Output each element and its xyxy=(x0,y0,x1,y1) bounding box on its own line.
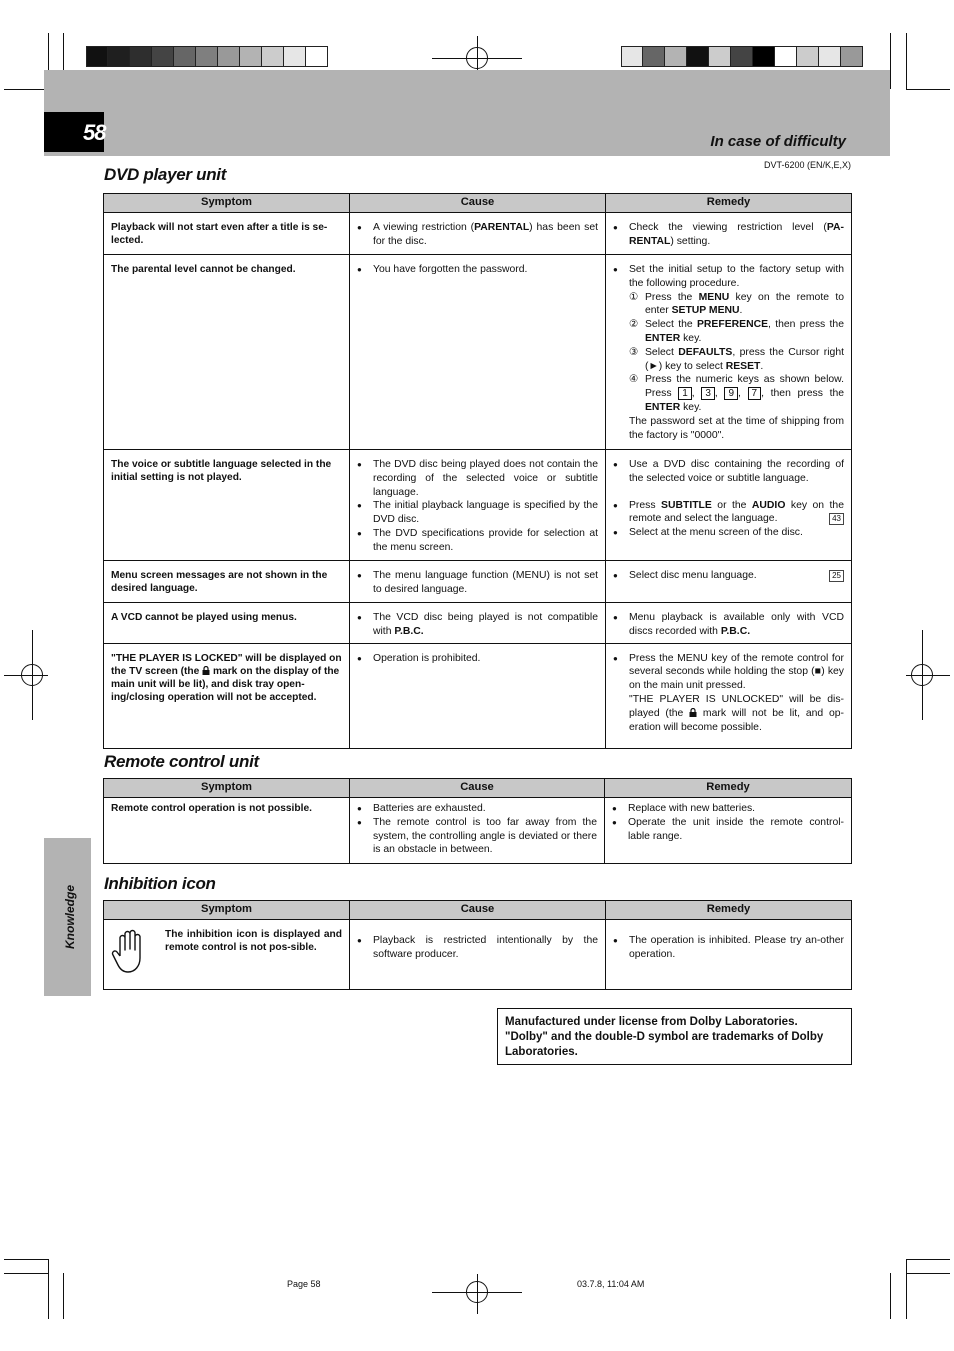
cause-item: ● The remote control is too far away from the system, the controlling angle is deviated or there is an obstacle in between. xyxy=(357,816,597,857)
remedy-item: ● Select at the menu screen of the disc. xyxy=(613,526,844,540)
remedy-cell xyxy=(606,561,852,603)
remedy-cell xyxy=(606,255,852,450)
symptom-cell: "THE PLAYER IS LOCKED" will be displayed on the TV screen (the mark on the display of the main unit will be lit), and disk tray open-ing/closing operation will not be accepted. xyxy=(104,643,350,748)
table-row xyxy=(104,213,852,255)
key-7: 7 xyxy=(748,387,762,400)
symptom-cell: Playback will not start even after a title is se-lected. xyxy=(104,213,350,255)
cause-item: ● The DVD disc being played does not contain the recording of the selected voice or subtitle language. xyxy=(357,458,598,499)
color-swatch-strip-left xyxy=(86,46,328,67)
cause-header: Cause xyxy=(350,779,605,798)
cause-header: Cause xyxy=(350,901,606,920)
step-item: ② Select the PREFERENCE, then press the ENTER key. xyxy=(629,319,844,344)
cause-cell xyxy=(350,643,606,748)
table-row xyxy=(104,798,852,864)
step-item: ① Press the MENU key on the remote to enter SETUP MENU. xyxy=(629,291,844,317)
remedy-item: ● The operation is inhibited. Please try an-other operation. xyxy=(613,934,844,962)
table-header-row xyxy=(104,194,852,213)
section-title: In case of difficulty xyxy=(710,133,846,150)
dvd-troubleshooting-table xyxy=(103,193,852,749)
reset-steps xyxy=(613,291,844,415)
lock-icon xyxy=(202,666,210,675)
dolby-line-1: Manufactured under license from Dolby Laboratories. xyxy=(505,1016,798,1028)
page-reference: 25 xyxy=(829,570,844,582)
factory-password-note: The password set at the time of shipping from the factory is "0000". xyxy=(629,415,844,441)
inhibition-icon-heading: Inhibition icon xyxy=(104,874,216,893)
dolby-line-2: "Dolby" and the double-D symbol are trademarks of Dolby Laboratories. xyxy=(505,1031,824,1058)
table-row xyxy=(104,561,852,603)
remedy-header: Remedy xyxy=(606,901,852,920)
cause-item: ● Batteries are exhausted. xyxy=(357,802,597,816)
remedy-item: ● Set the initial setup to the factory setup with the following procedure. xyxy=(613,263,844,291)
remedy-header: Remedy xyxy=(605,779,852,798)
cause-cell xyxy=(350,920,606,990)
cause-item: ● The DVD specifications provide for selection at the menu screen. xyxy=(357,527,598,555)
cause-item: ● Operation is prohibited. xyxy=(357,652,598,666)
symptom-cell: Menu screen messages are not shown in the desired language. xyxy=(104,561,350,603)
remedy-cell xyxy=(605,798,852,864)
table-row xyxy=(104,643,852,748)
lock-icon xyxy=(689,708,697,717)
remedy-item: ● Replace with new batteries. xyxy=(612,802,844,816)
cause-item: ● Playback is restricted intentionally by the software producer. xyxy=(357,934,598,962)
remedy-item: ● Use a DVD disc containing the recording of the selected voice or subtitle language. xyxy=(613,458,844,486)
symptom-header: Symptom xyxy=(104,194,350,213)
cause-cell xyxy=(350,255,606,450)
key-1: 1 xyxy=(678,387,692,400)
cause-cell xyxy=(350,798,605,864)
hand-icon xyxy=(111,928,149,974)
table-row xyxy=(104,603,852,644)
inhibition-troubleshooting-table xyxy=(103,900,852,990)
cause-item: ● A viewing restriction (PARENTAL) has been set for the disc. xyxy=(357,221,598,249)
cause-cell xyxy=(350,450,606,561)
remedy-cell xyxy=(606,643,852,748)
dvd-player-heading: DVD player unit xyxy=(104,165,227,184)
symptom-cell: The parental level cannot be changed. xyxy=(104,255,350,450)
remedy-cell xyxy=(606,920,852,990)
step-item: ③ Select DEFAULTS, press the Cursor right (►) key to select RESET. xyxy=(629,346,844,372)
remedy-item: ● Press the MENU key of the remote control for several seconds while holding the stop (■) key on the main unit pressed. "THE PLAYER IS UNLOCKED" will be dis-played (the mark will not be lit, and op-eration will become possible. xyxy=(613,652,844,735)
remedy-cell xyxy=(606,603,852,644)
cause-cell xyxy=(350,561,606,603)
remedy-header: Remedy xyxy=(606,194,852,213)
remedy-item: ● Select disc menu language. 25 xyxy=(613,569,844,583)
side-tab-label: Knowledge xyxy=(63,884,77,950)
cause-item: ● The initial playback language is specified by the DVD disc. xyxy=(357,499,598,527)
footer-timestamp: 03.7.8, 11:04 AM xyxy=(577,1279,645,1289)
cause-item: ● The menu language function (MENU) is not set to desired language. xyxy=(357,569,598,597)
symptom-cell: A VCD cannot be played using menus. xyxy=(104,603,350,644)
table-row xyxy=(104,255,852,450)
symptom-cell: The inhibition icon is displayed and remote control is not pos-sible. xyxy=(104,920,350,990)
key-3: 3 xyxy=(701,387,715,400)
cause-header: Cause xyxy=(350,194,606,213)
table-row xyxy=(104,920,852,990)
remedy-item: ● Operate the unit inside the remote control-lable range. xyxy=(612,816,844,844)
color-swatch-strip-right xyxy=(621,46,863,67)
step-item: ④ Press the numeric keys as shown below. Press 1 , 3 , 9 , 7 , then press the ENTER key. xyxy=(629,374,845,413)
key-9: 9 xyxy=(724,387,738,400)
cause-item: ● The VCD disc being played is not compatible with P.B.C. xyxy=(357,611,598,639)
table-header-row xyxy=(104,901,852,920)
cause-cell xyxy=(350,603,606,644)
table-header-row xyxy=(104,779,852,798)
symptom-header: Symptom xyxy=(104,779,350,798)
dolby-license-notice xyxy=(497,1008,852,1065)
remedy-item: ● Menu playback is available only with VCD discs recorded with P.B.C. xyxy=(613,611,844,639)
remedy-cell xyxy=(606,213,852,255)
page-reference: 43 xyxy=(829,513,844,525)
symptom-cell: The voice or subtitle language selected in the initial setting is not played. xyxy=(104,450,350,561)
model-code: DVT-6200 (EN/K,E,X) xyxy=(763,160,851,170)
cause-cell xyxy=(350,213,606,255)
remote-troubleshooting-table xyxy=(103,778,852,864)
symptom-header: Symptom xyxy=(104,901,350,920)
page-number: 58 xyxy=(83,120,106,145)
remedy-cell xyxy=(606,450,852,561)
table-row xyxy=(104,450,852,561)
remote-control-heading: Remote control unit xyxy=(104,752,259,771)
remedy-item: ● Press SUBTITLE or the AUDIO key on the remote and select the language. 43 xyxy=(613,499,844,527)
cause-item: ● You have forgotten the password. xyxy=(357,263,598,277)
remedy-item: ● Check the viewing restriction level (PA-RENTAL) setting. xyxy=(613,221,844,249)
footer-page-label: Page 58 xyxy=(287,1279,321,1289)
symptom-cell: Remote control operation is not possible. xyxy=(104,798,350,864)
